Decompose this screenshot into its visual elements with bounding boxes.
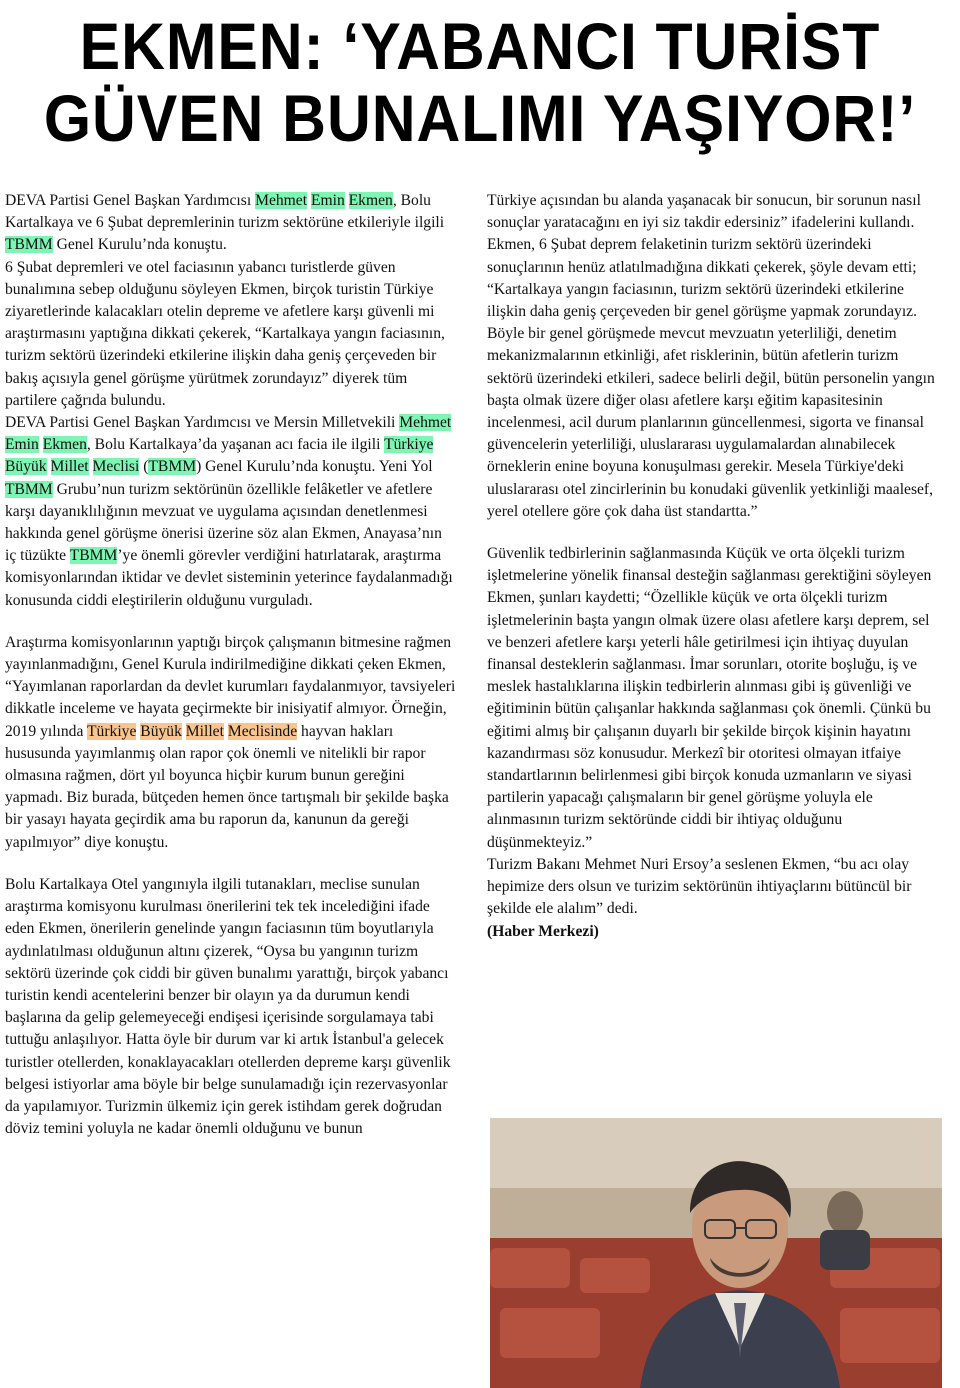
- headline-line-1: EKMEN: ‘YABANCI TURİST: [79, 9, 881, 83]
- highlight: Ekmen: [42, 436, 87, 454]
- headline-line-2: GÜVEN BUNALIMI YAŞIYOR!’: [43, 81, 917, 155]
- highlight: TBMM: [5, 236, 53, 254]
- highlight: Büyük: [140, 722, 182, 740]
- portrait-illustration: [490, 1118, 942, 1388]
- highlight: Türkiye: [384, 436, 434, 454]
- paragraph: Güvenlik tedbirlerinin sağlanmasında Küçük ve orta ölçekli turizm işletmelerine yönelik finansal desteğin sağlanması gerektiğini söyleyen Ekmen, şunları kaydetti; “Özellikle küçük ve orta ölçekli turizm işletmelerinin başta yangın olmak üzere olası afetlere karşı deprem, sel ve benzeri afetlere karşı yeterli hâle getirilmesi için ihtiyaç duyulan finansal desteklerin sağlanması. İmar sorunları, otorite boşluğu, iş ve meslek hastalıklarına ilişkin tedbirlerin alınması gibi iş güvenliği ve eğitiminin bütün çalışanlar hakkında sağlanması çok önemli. Çünkü bu eğitimi almış bir çalışanın duyarlı bir şekilde birçok kişinin hayatını kazandırması söz konusudur. Merkezî bir otoritesi olmayan itfaiye standartlarının belirlenmesi gibi birçok konuda uzmanların ve siyasi partilerin yapacağı çalışmaların bir genel görüşme yoluyla ele alınmasının turizm sektöründe ciddi bir ihtiyaç olduğunu düşünmekteyiz.”: [487, 545, 932, 851]
- right-column: [487, 190, 943, 943]
- paragraph: DEVA Partisi Genel Başkan Yardımcısı Mehmet Emin Ekmen, Bolu Kartalkaya ve 6 Şubat depremlerinin turizm sektörüne etkileriyle ilgili TBMM Genel Kurulu’nda konuştu.: [5, 192, 445, 254]
- byline: (Haber Merkezi): [487, 922, 599, 940]
- highlight: Emin: [310, 192, 345, 209]
- headline: [0, 10, 960, 154]
- paragraph: Turizm Bakanı Mehmet Nuri Ersoy’a seslenen Ekmen, “bu acı olay hepimize ders olsun ve turizim sektörünün ihtiyaçlarını bütüncül bir şekilde ele alalım” dedi.: [487, 855, 912, 918]
- article-photo: [490, 1118, 942, 1388]
- paragraph: Bolu Kartalkaya Otel yangınıyla ilgili tutanakları, meclise sunulan araştırma komisyonu kurulması önerilerini tek tek incelediğini ifade eden Ekmen, önerilerin genelinde yangın faciasının tüm boyutlarıyla aydınlatılması olduğunun altını çizerek, “Oysa bu yangının turizm sektörü üzerinde çok ciddi bir güven bunalımı yarattığı, birçok yabancı turistin kendi acentelerini benzer bir olayın ya da durumun kendi başlarına da gelip gelemeyeceği endişesi içerisinde sorgulamaya tabi tuttuğu anlaşılıyor. Hatta öyle bir durum var ki artık İstanbul'a gelecek turistler otellerden, konaklayacakları otellerden depreme karşı güvenlik belgesi istiyorlar ama böyle bir belge sunulamadığı için rezervasyonlar da yapılamıyor. Turizmin ülkemiz için gerek istihdam gerek doğrudan döviz temini yoluyla ne kadar önemli olduğunu ve bunun: [5, 875, 451, 1138]
- highlight: Mehmet: [399, 414, 452, 432]
- highlight: TBMM: [5, 480, 53, 498]
- left-column: [5, 190, 457, 1140]
- highlight: Emin: [5, 436, 39, 454]
- highlight: Ekmen: [348, 192, 393, 209]
- highlight: Millet: [185, 722, 224, 740]
- highlight: Türkiye: [87, 722, 137, 740]
- paragraph: DEVA Partisi Genel Başkan Yardımcısı ve Mersin Milletvekili Mehmet Emin Ekmen, Bolu Kartalkaya’da yaşanan acı facia ile ilgili Türkiye Büyük Millet Meclisi (TBMM) Genel Kurulu’nda konuştu. Yeni Yol TBMM Grubu’nun turizm sektörünün özellikle felâketler ve afetlere karşı dayanıklılığının mevzuat ve uygulama açısından denetlenmesi hakkında genel görüşme önerisi üzerine söz alan Ekmen, Anayasa’nın iç tüzükte TBMM’ye önemli görevler verdiğini hatırlatarak, araştırma komisyonlarından iktidar ve devlet sisteminin yeterince faydalanmadığı konusunda ciddi eleştirilerin olduğunu vurguladı.: [5, 414, 453, 609]
- highlight: TBMM: [148, 458, 197, 476]
- highlight: Millet: [50, 458, 89, 476]
- highlight: TBMM: [69, 547, 118, 565]
- highlight: Mehmet: [255, 192, 308, 209]
- highlight: Meclisi: [92, 458, 140, 476]
- highlight: Meclisinde: [227, 722, 298, 740]
- paragraph: 6 Şubat depremleri ve otel faciasının yabancı turistlerde güven bunalımına sebep olduğunu söyleyen Ekmen, birçok turistin Türkiye ziyaretlerinde kalacakları otelin depreme ve afetlere karşı güvenli mi araştırmasını yaptığına dikkati çekerek, “Kartalkaya yangın faciasının, turizm sektörü üzerindeki etkilerine ilişkin daha geniş çerçeveden bir bakış açısıyla genel görüşme yürütmek zorundayız” diyerek tüm partilere çağrıda bulundu.: [5, 258, 445, 409]
- highlight: Büyük: [5, 458, 47, 476]
- paragraph: Ekmen, 6 Şubat deprem felaketinin turizm sektörü üzerindeki sonuçlarının henüz atlatılmadığına dikkati çekerek, şöyle devam etti; “Kartalkaya yangın faciasının, turizm sektörü üzerindeki etkilerine ilişkin daha geniş çerçeveden bir genel görüşme yapmak zorundayız. Böyle bir genel görüşmede mevcut mevzuatın yeterliliği, denetim mekanizmalarının etkinliği, afet risklerinin, bütün afetlerin turizm sektörü üzerindeki etkileri, sadece belirli değil, bütün personelin yangın başta olmak üzere diğer olası afetlere karşı eğitim kapasitesinin incelenmesi, acil durum planlarının güncellenmesi, sigorta ve finansal güvencelerin yeterliliği, uluslararası uygulamalardan alınabilecek örneklerin enine boyuna konuşulması gerekir. Mesela Türkiye'deki uluslararası otel zincirlerinin bu konudaki güvenlik yetkinliği maalesef, yerel otellere göre çok daha üst standartta.”: [487, 236, 935, 520]
- paragraph: Türkiye açısından bu alanda yaşanacak bir sonucun, bir sorunun nasıl sonuçlar yaratacağını en iyi siz takdir edersiniz” ifadelerini kullandı.: [487, 192, 921, 232]
- paragraph: Araştırma komisyonlarının yaptığı birçok çalışmanın bitmesine rağmen yayınlanmadığını, Genel Kurula indirilmediğine dikkati çeken Ekmen, “Yayımlanan raporlardan da devlet kurumları faydalanmıyor, tavsiyeleri dikkatle inceleme ve hayata geçirmekte bir inisiyatif almıyor. Örneğin, 2019 yılında Türkiye Büyük Millet Meclisinde hayvan hakları hususunda yayımlanmış olan rapor çok önemli ve nitelikli bir rapor olmasına rağmen, dört yıl boyunca hiçbir kurum bunun gereğini yapmadı. Biz burada, bütçeden hemen önce tartışmalı bir şekilde başka bir yasayı hayata geçirdik ama bu raporun da, kanunun da gereği yapılmıyor” diye konuştu.: [5, 633, 456, 851]
